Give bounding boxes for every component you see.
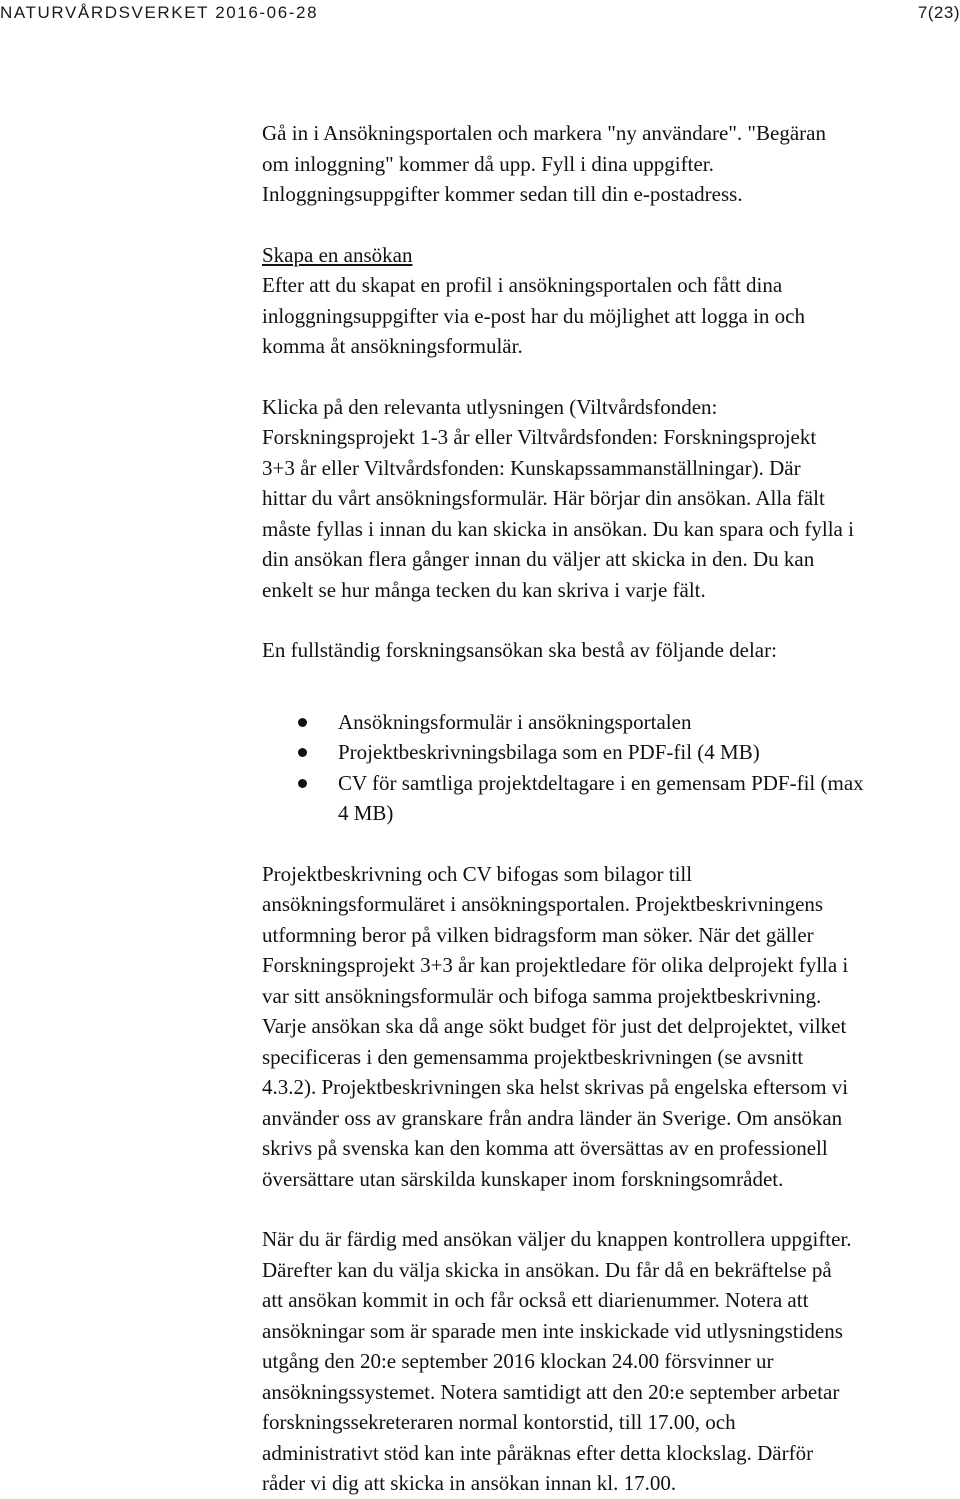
paragraph-project-description bbox=[262, 859, 960, 1195]
text-line: Varje ansökan ska då ange sökt budget för just det delprojektet, vilket bbox=[262, 1014, 847, 1038]
text-line: utformning beror på vilken bidragsform man söker. När det gäller bbox=[262, 922, 814, 947]
section-heading: Skapa en ansökan bbox=[262, 242, 413, 267]
text-line: om inloggning" kommer då upp. Fyll i dina uppgifter. bbox=[262, 151, 714, 176]
text-line: enkelt se hur många tecken du kan skriva i varje fält. bbox=[262, 577, 706, 602]
document-body bbox=[262, 118, 960, 1499]
paragraph-select-call bbox=[262, 392, 960, 606]
text-line: Inloggningsuppgifter kommer sedan till din e-postadress. bbox=[262, 182, 743, 206]
text-line: 3+3 år eller Viltvårdsfonden: Kunskapssammanställningar). Där bbox=[262, 455, 801, 480]
text-line: komma åt ansökningsformulär. bbox=[262, 334, 523, 358]
text-line: Klicka på den relevanta utlysningen (Viltvårdsfonden: bbox=[262, 394, 718, 419]
text-line: Därefter kan du välja skicka in ansökan. Du får då en bekräftelse på bbox=[262, 1257, 832, 1282]
text-line: Efter att du skapat en profil i ansökningsportalen och fått dina bbox=[262, 273, 783, 297]
header-agency-date: NATURVÅRDSVERKET 2016-06-28 bbox=[0, 3, 319, 22]
text-line: forskningssekreteraren normal kontorstid, till 17.00, och bbox=[262, 1410, 736, 1434]
text-line: administrativt stöd kan inte påräknas efter detta klockslag. Därför bbox=[262, 1440, 814, 1465]
text-line: Forskningsprojekt 1-3 år eller Viltvårdsfonden: Forskningsprojekt bbox=[262, 425, 817, 449]
text-line: Gå in i Ansökningsportalen och markera "ny användare". "Begäran bbox=[262, 121, 826, 145]
paragraph-create-application bbox=[262, 240, 960, 362]
text-line: att ansökan kommit in och får också ett diarienummer. Notera att bbox=[262, 1288, 809, 1312]
page-number: 7(23) bbox=[917, 3, 960, 22]
list-item bbox=[262, 768, 960, 829]
text-line: måste fyllas i innan du kan skicka in ansökan. Du kan spara och fylla i bbox=[262, 516, 854, 541]
text-line: inloggningsuppgifter via e-post har du möjlighet att logga in och bbox=[262, 303, 805, 328]
text-line: ansökningar som är sparade men inte inskickade vid utlysningstidens bbox=[262, 1318, 843, 1343]
text-line: CV för samtliga projektdeltagare i en gemensam PDF-fil (max bbox=[338, 770, 864, 795]
text-line: ansökningssystemet. Notera samtidigt att den 20:e september arbetar bbox=[262, 1379, 840, 1404]
text-line: En fullständig forskningsansökan ska bestå av följande delar: bbox=[262, 638, 777, 662]
bullet-icon bbox=[298, 718, 307, 727]
text-line: När du är färdig med ansökan väljer du knappen kontrollera uppgifter. bbox=[262, 1227, 852, 1251]
list-item bbox=[262, 707, 960, 738]
bullet-icon bbox=[298, 779, 307, 788]
paragraph-submit-instructions bbox=[262, 1224, 960, 1499]
text-line: använder oss av granskare från andra länder än Sverige. Om ansökan bbox=[262, 1105, 843, 1130]
application-parts-list bbox=[262, 707, 960, 829]
text-line: översättare utan särskilda kunskaper inom forskningsområdet. bbox=[262, 1166, 784, 1191]
paragraph-application-parts-intro bbox=[262, 635, 960, 666]
text-line: Projektbeskrivning och CV bifogas som bilagor till bbox=[262, 861, 693, 886]
text-line: Ansökningsformulär i ansökningsportalen bbox=[338, 709, 692, 734]
text-line: 4 MB) bbox=[338, 801, 394, 825]
text-line: Projektbeskrivningsbilaga som en PDF-fil (4 MB) bbox=[338, 740, 760, 764]
text-line: ansökningsformuläret i ansökningsportalen. Projektbeskrivningens bbox=[262, 892, 824, 916]
text-line: specificeras i den gemensamma projektbeskrivningen (se avsnitt bbox=[262, 1044, 804, 1069]
bullet-icon bbox=[298, 748, 307, 757]
text-line: Forskningsprojekt 3+3 år kan projektledare för olika delprojekt fylla i bbox=[262, 953, 849, 977]
text-line: skrivs på svenska kan den komma att översättas av en professionell bbox=[262, 1136, 828, 1160]
text-line: utgång den 20:e september 2016 klockan 24.00 försvinner ur bbox=[262, 1349, 774, 1373]
list-item bbox=[262, 737, 960, 768]
paragraph-login-instructions bbox=[262, 118, 960, 210]
text-line: 4.3.2). Projektbeskrivningen ska helst skrivas på engelska eftersom vi bbox=[262, 1075, 849, 1099]
text-line: råder vi dig att skicka in ansökan innan kl. 17.00. bbox=[262, 1471, 677, 1495]
page-header bbox=[0, 0, 960, 34]
text-line: hittar du vårt ansökningsformulär. Här börjar din ansökan. Alla fält bbox=[262, 486, 825, 510]
text-line: din ansökan flera gånger innan du väljer att skicka in den. Du kan bbox=[262, 547, 815, 571]
text-line: var sitt ansökningsformulär och bifoga samma projektbeskrivning. bbox=[262, 983, 822, 1008]
